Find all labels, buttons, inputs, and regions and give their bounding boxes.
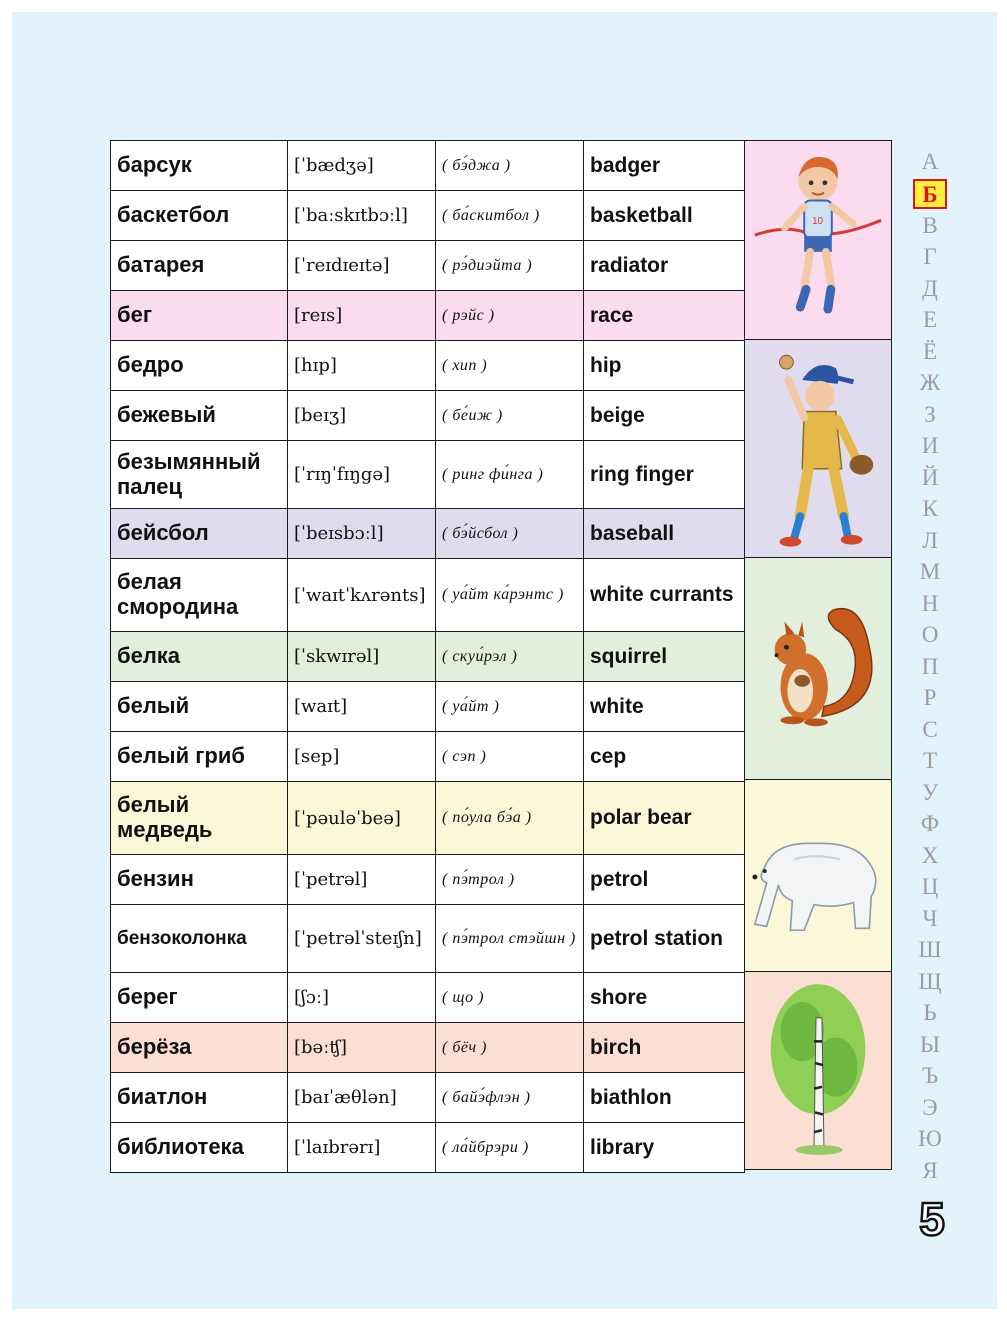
russian-reading: ( байэ́флэн ) (436, 1073, 584, 1123)
transcription: [bəːʧ] (288, 1023, 436, 1073)
english-word: birch (584, 1023, 745, 1073)
english-word: squirrel (584, 632, 745, 682)
russian-word: белый гриб (111, 732, 288, 782)
alphabet-letter[interactable]: Н (921, 590, 939, 616)
baseball-player-illustration (744, 339, 892, 558)
alphabet-letter[interactable]: Э (922, 1094, 938, 1120)
russian-word: бежевый (111, 391, 288, 441)
birch-illustration (744, 971, 892, 1170)
alphabet-letter[interactable]: Ь (923, 1000, 937, 1025)
english-word: white currants (584, 559, 745, 632)
table-row (111, 1073, 745, 1123)
alphabet-letter[interactable]: А (921, 149, 939, 174)
alphabet-letter[interactable]: Ч (922, 905, 938, 931)
english-word: polar bear (584, 782, 745, 855)
table-row (111, 632, 745, 682)
russian-word: баскетбол (111, 191, 288, 241)
english-word: biathlon (584, 1073, 745, 1123)
polar-bear-illustration (744, 779, 892, 972)
table-row (111, 905, 745, 973)
table-row (111, 341, 745, 391)
alphabet-letter[interactable]: О (921, 622, 939, 647)
alphabet-letter[interactable]: Г (923, 244, 937, 269)
table-row (111, 559, 745, 632)
english-word: race (584, 291, 745, 341)
russian-reading: ( пэ́трол ) (436, 855, 584, 905)
alphabet-letter[interactable]: Д (922, 275, 938, 301)
alphabet-letter-active[interactable]: Б (913, 179, 947, 209)
transcription: [ˈbaːskɪtbɔːl] (288, 191, 436, 241)
table-row (111, 509, 745, 559)
english-word: beige (584, 391, 745, 441)
english-word: cep (584, 732, 745, 782)
table-row (111, 441, 745, 509)
table-row (111, 241, 745, 291)
table-row (111, 1023, 745, 1073)
english-word: petrol station (584, 905, 745, 973)
alphabet-letter[interactable]: З (924, 401, 936, 427)
russian-reading: ( ринг фи́нга ) (436, 441, 584, 509)
alphabet-index (912, 146, 948, 1186)
table-row (111, 1123, 745, 1173)
english-word: badger (584, 141, 745, 191)
english-word: radiator (584, 241, 745, 291)
alphabet-letter[interactable]: Ъ (921, 1063, 939, 1088)
alphabet-letter[interactable]: П (921, 653, 939, 679)
alphabet-letter[interactable]: Ф (920, 811, 940, 836)
russian-word: батарея (111, 241, 288, 291)
table-row (111, 141, 745, 191)
alphabet-letter[interactable]: Й (921, 464, 939, 490)
alphabet-letter[interactable]: Я (922, 1157, 938, 1183)
alphabet-letter[interactable]: Л (922, 527, 938, 553)
table-row (111, 782, 745, 855)
russian-reading: ( по́ула бэ́а ) (436, 782, 584, 855)
russian-word: белка (111, 632, 288, 682)
transcription: [ʃɔː] (288, 973, 436, 1023)
russian-word: бензоколонка (111, 905, 288, 973)
transcription: [reɪs] (288, 291, 436, 341)
alphabet-letter[interactable]: У (921, 779, 939, 805)
russian-word: берег (111, 973, 288, 1023)
russian-word: белая смородина (111, 559, 288, 632)
alphabet-letter[interactable]: Х (921, 842, 939, 868)
alphabet-letter[interactable]: Ю (918, 1126, 942, 1151)
russian-word: бег (111, 291, 288, 341)
russian-word: библиотека (111, 1123, 288, 1173)
transcription: [ˈpəuləˈbeə] (288, 782, 436, 855)
runner-illustration (744, 140, 892, 340)
transcription: [ˈrɪŋˈfɪŋgə] (288, 441, 436, 509)
alphabet-letter[interactable]: Р (923, 685, 937, 710)
alphabet-letter[interactable]: С (922, 716, 938, 742)
russian-word: бедро (111, 341, 288, 391)
russian-reading: ( уа́йт ка́рэнтс ) (436, 559, 584, 632)
english-word: white (584, 682, 745, 732)
russian-word: белый медведь (111, 782, 288, 855)
transcription: [ˈskwɪrəl] (288, 632, 436, 682)
table-row (111, 191, 745, 241)
alphabet-letter[interactable]: Т (922, 748, 938, 773)
english-word: basketball (584, 191, 745, 241)
transcription: [ˈwaɪtˈkʌrənts] (288, 559, 436, 632)
transcription: [ˈreɪdɪeɪtə] (288, 241, 436, 291)
english-word: library (584, 1123, 745, 1173)
russian-reading: ( хип ) (436, 341, 584, 391)
russian-reading: ( пэ́трол стэйшн ) (436, 905, 584, 973)
english-word: ring finger (584, 441, 745, 509)
alphabet-letter[interactable]: К (922, 496, 938, 521)
transcription: [ˈpetrəl] (288, 855, 436, 905)
table-row (111, 855, 745, 905)
english-word: baseball (584, 509, 745, 559)
russian-reading: ( рэ́диэйта ) (436, 241, 584, 291)
transcription: [ˈlaɪbrərɪ] (288, 1123, 436, 1173)
dictionary-block (110, 140, 892, 1170)
table-row (111, 973, 745, 1023)
russian-word: бейсбол (111, 509, 288, 559)
russian-reading: ( скуи́рэл ) (436, 632, 584, 682)
russian-reading: ( бёч ) (436, 1023, 584, 1073)
transcription: [waɪt] (288, 682, 436, 732)
page-number: 5 (919, 1193, 945, 1245)
russian-reading: ( бэ́йсбол ) (436, 509, 584, 559)
alphabet-letter[interactable]: Щ (918, 968, 942, 994)
svg-text:10: 10 (812, 216, 824, 228)
russian-word: берёза (111, 1023, 288, 1073)
transcription: [beɪʒ] (288, 391, 436, 441)
alphabet-letter[interactable]: Е (922, 307, 938, 332)
russian-word: белый (111, 682, 288, 732)
russian-reading: ( рэйс ) (436, 291, 584, 341)
alphabet-letter[interactable]: Ё (922, 338, 938, 364)
transcription: [sep] (288, 732, 436, 782)
russian-reading: ( ба́скитбол ) (436, 191, 584, 241)
table-row (111, 732, 745, 782)
russian-word: барсук (111, 141, 288, 191)
alphabet-letter[interactable]: Ш (918, 937, 942, 962)
russian-reading: ( що ) (436, 973, 584, 1023)
russian-reading: ( бе́иж ) (436, 391, 584, 441)
russian-reading: ( уа́йт ) (436, 682, 584, 732)
table-row (111, 391, 745, 441)
transcription: [ˈbædʒə] (288, 141, 436, 191)
alphabet-letter[interactable]: Ы (919, 1031, 941, 1057)
russian-reading: ( ла́йбрэри ) (436, 1123, 584, 1173)
dictionary-page (12, 12, 997, 1309)
russian-word: биатлон (111, 1073, 288, 1123)
alphabet-letter[interactable]: Ж (919, 370, 941, 395)
russian-word: бензин (111, 855, 288, 905)
transcription: [ˈbeɪsbɔːl] (288, 509, 436, 559)
squirrel-illustration (744, 557, 892, 780)
word-table (110, 140, 745, 1173)
russian-reading: ( сэп ) (436, 732, 584, 782)
english-word: shore (584, 973, 745, 1023)
alphabet-letter[interactable]: Ц (921, 874, 939, 899)
transcription: [ˈpetrəlˈsteɪʃn] (288, 905, 436, 973)
alphabet-letter[interactable]: В (922, 212, 938, 238)
russian-reading: ( бэ́джа ) (436, 141, 584, 191)
transcription: [hɪp] (288, 341, 436, 391)
english-word: petrol (584, 855, 745, 905)
transcription: [baɪˈæθlən] (288, 1073, 436, 1123)
english-word: hip (584, 341, 745, 391)
russian-word: безымянный палец (111, 441, 288, 509)
table-row (111, 682, 745, 732)
alphabet-letter[interactable]: М (919, 559, 941, 584)
table-row (111, 291, 745, 341)
alphabet-letter[interactable]: И (921, 433, 939, 458)
